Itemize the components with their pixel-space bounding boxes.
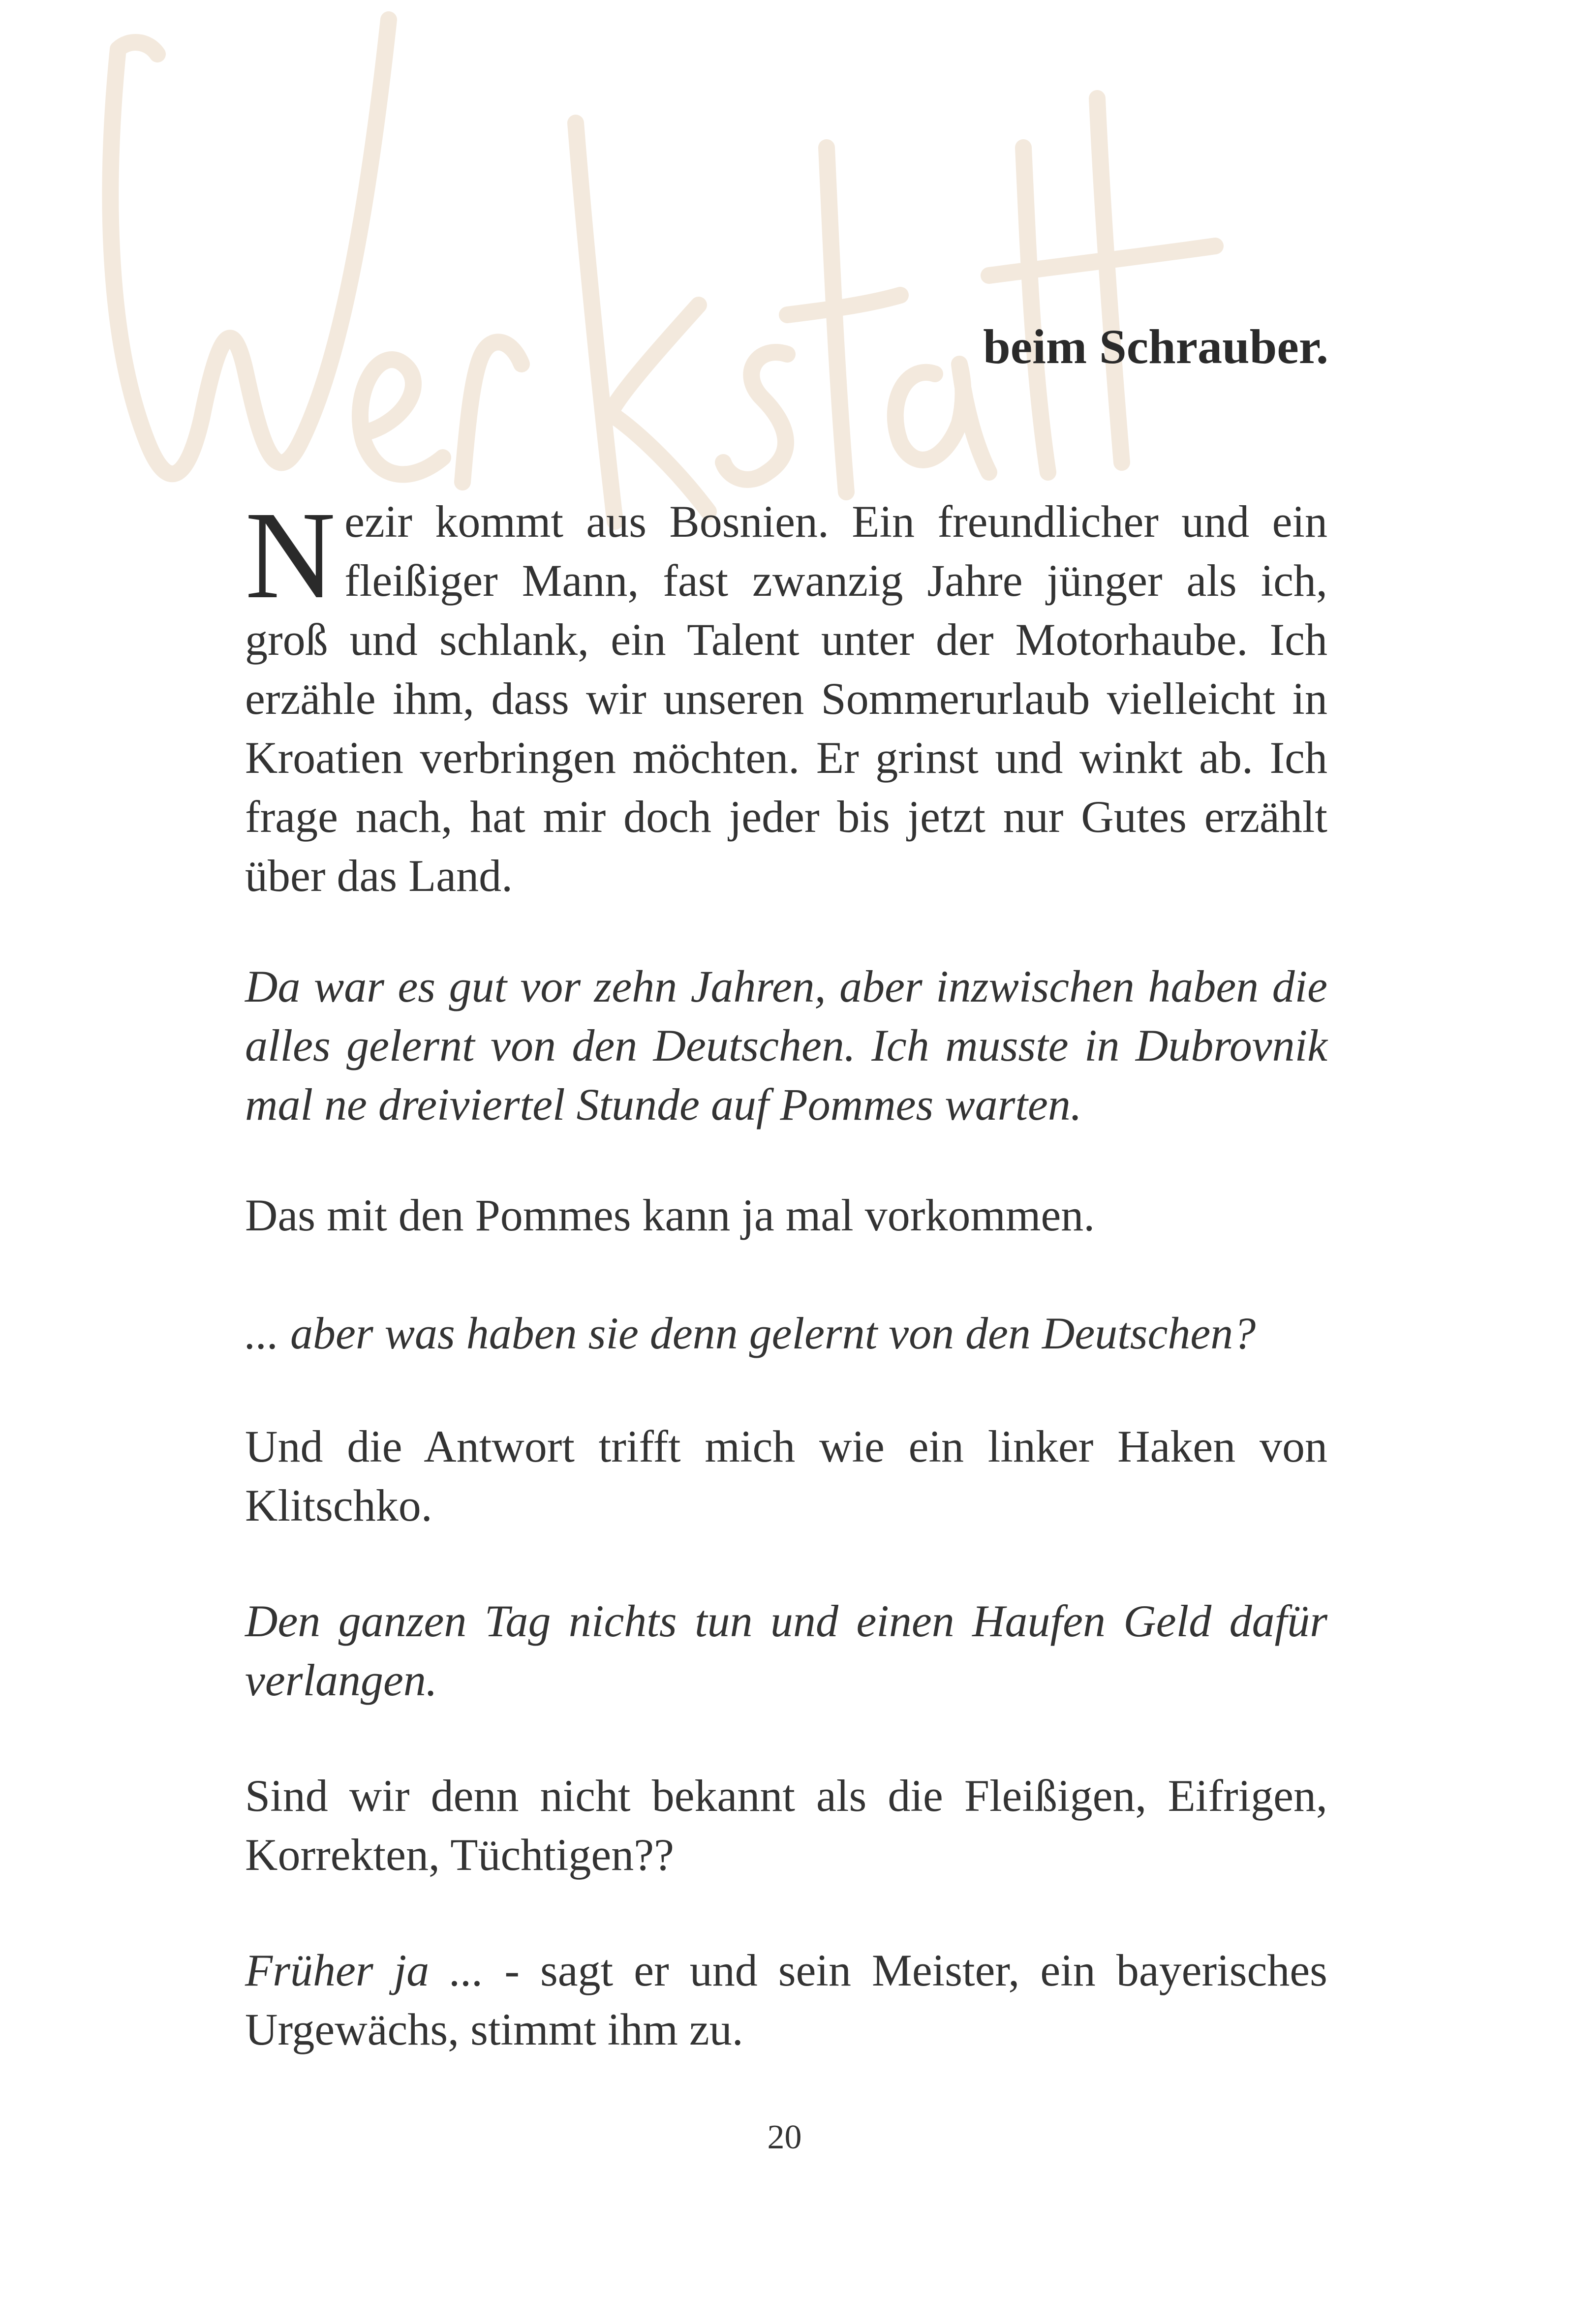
paragraph-closing bbox=[245, 1941, 1327, 2059]
paragraph-intro bbox=[245, 486, 1327, 905]
paragraph-question-text: ... aber was haben sie denn gelernt von den Deutschen? bbox=[245, 1308, 1256, 1358]
paragraph-question bbox=[245, 1304, 1327, 1363]
paragraph-quote-1-text: Da war es gut vor zehn Jahren, aber inzwischen haben die alles gelernt von den Deutschen. Ich musste in Dubrovnik mal ne dreiviertel Stunde auf Pommes warten. bbox=[245, 961, 1327, 1130]
paragraph-quote-2 bbox=[245, 1591, 1327, 1710]
paragraph-reputation bbox=[245, 1766, 1327, 1884]
drop-cap: N bbox=[245, 486, 336, 625]
paragraph-intro-text: ezir kommt aus Bosnien. Ein freundlicher und ein fleißiger Mann, fast zwanzig Jahre jünger als ich, groß und schlank, ein Talent unter der Motorhaube. Ich erzähle ihm, dass wir unseren Sommerurlaub vielleicht in Kroatien verbringen möchten. Er grinst und winkt ab. Ich frage nach, hat mir doch jeder bis jetzt nur Gutes erzählt über das Land. bbox=[245, 496, 1327, 901]
closing-rest: - sagt er und sein Meister, ein bayerisches Urgewächs, stimmt ihm zu. bbox=[245, 1945, 1327, 2054]
paragraph-answer-intro-text: Und die Antwort trifft mich wie ein linker Haken von Klitschko. bbox=[245, 1421, 1327, 1530]
paragraph-reputation-text: Sind wir denn nicht bekannt als die Fleißigen, Eifrigen, Korrekten, Tüchtigen?? bbox=[245, 1771, 1327, 1880]
paragraph-quote-2-text: Den ganzen Tag nichts tun und einen Haufen Geld dafür verlangen. bbox=[245, 1596, 1327, 1705]
page-number: 20 bbox=[767, 2118, 802, 2156]
paragraph-quote-1 bbox=[245, 957, 1327, 1134]
paragraph-pommes-text: Das mit den Pommes kann ja mal vorkommen. bbox=[245, 1190, 1095, 1240]
chapter-heading: beim Schrauber. bbox=[983, 319, 1328, 374]
paragraph-answer-intro bbox=[245, 1417, 1327, 1535]
closing-italic: Früher ja ... bbox=[245, 1945, 484, 1995]
paragraph-closing-text bbox=[245, 1941, 1327, 2059]
paragraph-pommes bbox=[245, 1186, 1327, 1245]
